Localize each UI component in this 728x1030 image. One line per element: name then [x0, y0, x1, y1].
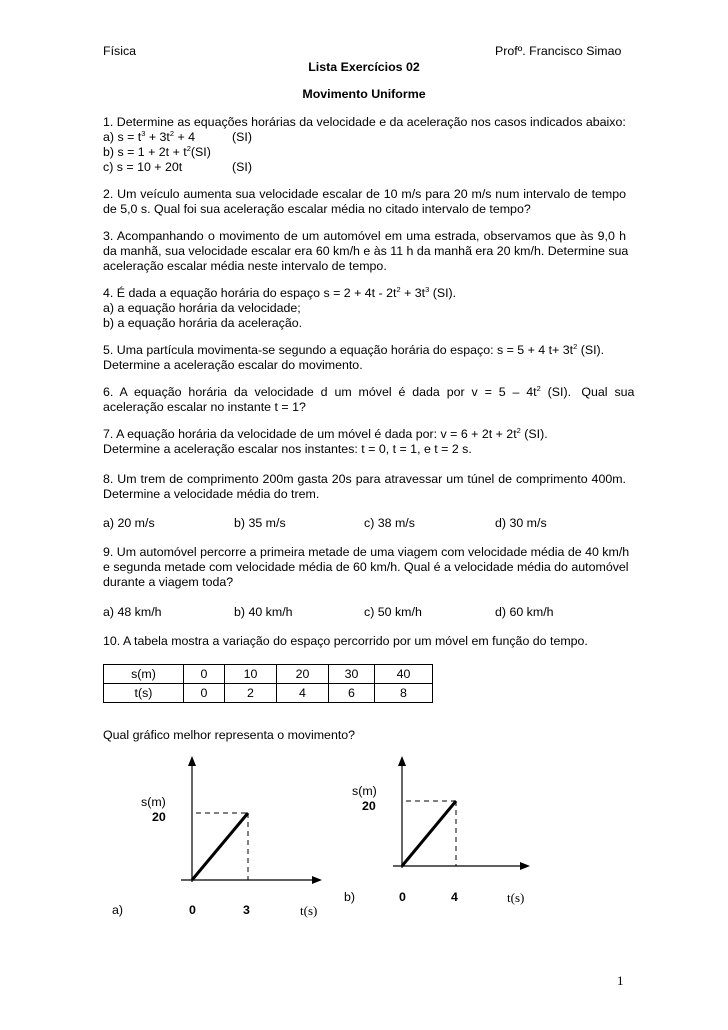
- q8-option-b: b) 35 m/s: [234, 516, 286, 530]
- q3-line1: 3. Acompanhando o movimento de um automóvel em uma estrada, observamos que às 9,0 h: [103, 229, 626, 243]
- table-cell: 10: [225, 665, 277, 684]
- q1-item-a: a) $s = t^3 + 3t^2 + 4$ (SI): [103, 129, 252, 144]
- table-cell: 0: [184, 684, 225, 703]
- table-cell: 0: [184, 665, 225, 684]
- subject: Física: [103, 44, 137, 58]
- graph-b-line: [402, 801, 456, 866]
- table-cell: 30: [329, 665, 375, 684]
- page-number: 1: [617, 973, 624, 988]
- table-cell: t(s): [104, 684, 184, 703]
- table-cell: 2: [225, 684, 277, 703]
- graph-a: [181, 756, 322, 884]
- q3-line2: da manhã, sua velocidade escalar era 60 km/h e às 11 h da manhã era 20 km/h. Determine sua: [103, 244, 629, 258]
- q2-line2: de 5,0 s. Qual foi sua aceleração escalar média no citado intervalo de tempo?: [103, 202, 531, 216]
- q9-line3: durante a viagem toda?: [103, 575, 234, 589]
- q5-statement: 5. Uma partícula movimenta-se segundo a equação horária do espaço: s = 5 + 4 $t+ 3t^2$ (SI).: [103, 342, 605, 357]
- graph-b-y-arrow: [398, 756, 406, 766]
- q9-line2: e segunda metade com velocidade média de 60 km/h. Qual é a velocidade média do automóvel: [103, 560, 629, 574]
- q9-option-a: a) 48 km/h: [103, 605, 162, 619]
- q8-line2: Determine a velocidade média do trem.: [103, 487, 320, 501]
- graph-a-line: [192, 813, 248, 880]
- q9-line1: 9. Um automóvel percorre a primeira metade de uma viagem com velocidade média de 40 km/h: [103, 545, 630, 559]
- q2-line1: 2. Um veículo aumenta sua velocidade escalar de 10 m/s para 20 m/s num intervalo de tempo: [103, 187, 626, 201]
- teacher-name: Profº. Francisco Simao: [495, 44, 622, 58]
- q3-line3: aceleração escalar média neste intervalo de tempo.: [103, 259, 387, 273]
- graph-a-label: a): [112, 903, 124, 917]
- table-cell: 40: [375, 665, 433, 684]
- q8-option-c: c) 38 m/s: [364, 516, 415, 530]
- graph-a-xvalue: 3: [243, 903, 250, 917]
- q9-option-b: b) 40 km/h: [234, 605, 293, 619]
- topic-title: Movimento Uniforme: [302, 87, 426, 101]
- q7-statement: 7. A equação horária da velocidade de um móvel é dada por: $v = 6 + 2t + 2t^2$ (SI).: [103, 426, 548, 441]
- q9-option-c: c) 50 km/h: [364, 605, 422, 619]
- graph-a-y-arrow: [188, 756, 196, 766]
- table-cell: 4: [277, 684, 329, 703]
- q8-line1: 8. Um trem de comprimento 200m gasta 20s para atravessar um túnel de comprimento 400m.: [103, 472, 626, 486]
- table-cell: 8: [375, 684, 433, 703]
- graph-b-ylabel: s(m): [352, 784, 377, 798]
- q10-question: Qual gráfico melhor representa o movimento?: [103, 728, 356, 742]
- table-cell: 6: [329, 684, 375, 703]
- graph-b: [393, 756, 530, 870]
- graph-b-label: b): [344, 890, 356, 904]
- q8-option-a: a) 20 m/s: [103, 516, 155, 530]
- graph-a-x0: 0: [189, 903, 196, 917]
- table-cell: 20: [277, 665, 329, 684]
- graph-b-xlabel: t(s): [507, 890, 525, 905]
- graph-b-x0: 0: [399, 890, 406, 904]
- graph-a-x-arrow: [312, 876, 322, 884]
- list-title: Lista Exercícios 02: [308, 60, 420, 74]
- q7-line2: Determine a aceleração escalar nos instantes: t = 0, t = 1, e t = 2 s.: [103, 442, 472, 456]
- q1-item-c: c) s = 10 + 20t (SI): [103, 160, 252, 174]
- q10-statement: 10. A tabela mostra a variação do espaço percorrido por um móvel em função do tempo.: [103, 634, 588, 648]
- q4-item-a: a) a equação horária da velocidade;: [103, 301, 301, 315]
- q1-item-b: b) $s = 1 + 2t + t^2(SI)$: [103, 144, 211, 159]
- q6-statement: 6. A equação horária da velocidade d um móvel é dada por $v = 5 - 4t^2$ (SI). Qual sua: [103, 384, 635, 399]
- graph-a-xlabel: t(s): [300, 903, 318, 918]
- graph-b-xvalue: 4: [451, 890, 458, 904]
- graph-a-yvalue: 20: [152, 810, 166, 824]
- q9-option-d: d) 60 km/h: [495, 605, 554, 619]
- q4-statement: 4. É dada a equação horária do espaço $s = 2 + 4t - 2t^2 + 3t^3$ (SI).: [103, 285, 457, 300]
- q5-line2: Determine a aceleração escalar do movimento.: [103, 358, 363, 372]
- q1-statement: 1. Determine as equações horárias da velocidade e da aceleração nos casos indicados abaixo:: [103, 115, 626, 129]
- graph-b-x-arrow: [520, 862, 530, 870]
- table-cell: s(m): [104, 665, 184, 684]
- q8-option-d: d) 30 m/s: [495, 516, 547, 530]
- q4-item-b: b) a equação horária da aceleração.: [103, 316, 303, 330]
- graph-a-ylabel: s(m): [141, 795, 166, 809]
- graph-b-yvalue: 20: [362, 799, 376, 813]
- q6-line2: aceleração escalar no instante t = 1?: [103, 400, 306, 414]
